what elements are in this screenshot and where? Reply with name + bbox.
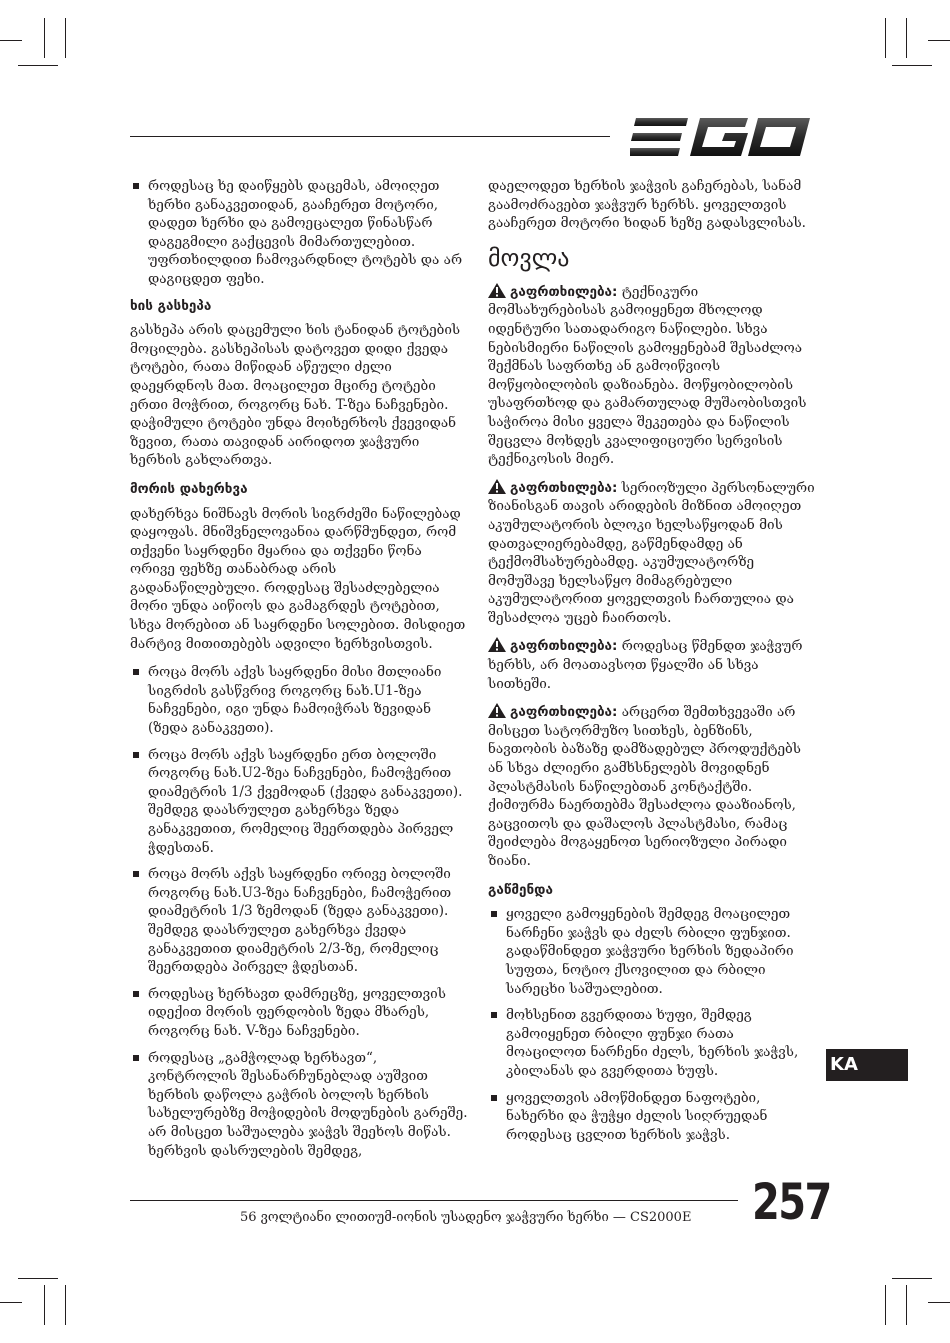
warning-text: არცერთ შემთხვევაში არ მისცეთ სატორმუზო სითხეს, ბენზინს, ნავთობის ბაზაზე დამზადებულ პროდუქტებს ან სხვა ძლიერი გამხსნელებს მოვიდნენ პლასტმასის ნაწილებთან კონტაქტში. ქიმიურმა ნაერთებმა შესაძლოა დააზიანოს, გაცვითოს და დაშალოს პლასტმასი, რამაც შეიძლება მოგაყენოთ სერიოზული პირადი ზიანი.	[488, 704, 801, 869]
warning-icon	[488, 703, 506, 718]
left-column	[130, 177, 470, 1168]
warning-icon	[488, 479, 506, 494]
section-heading-cleaning: გაწმენდა	[488, 881, 553, 898]
language-tab: KA	[826, 1049, 908, 1081]
intro-bullet-list	[130, 177, 470, 289]
warning-label: გაფრთხილება:	[510, 638, 618, 655]
crop-mark	[65, 18, 66, 58]
paragraph-continuation: დაელოდეთ ხერხის ჯაჭვის გაჩერებას, სანამ გაამოძრავებთ ჯაჭვურ ხერხს. ყოველთვის გააჩერეთ მოტორი ხიდან ხეზე გადასვლისას.	[488, 178, 806, 232]
list-item: ყოველთვის ამოწმინდეთ ნაფოტები, ნახერხი და ჭუჭყი ძელის სიღრუედან როდესაც ცვლით ხერხის ჯაჭვს.	[488, 1089, 818, 1145]
crop-mark	[44, 1285, 45, 1325]
crop-mark	[892, 65, 932, 66]
section-title-maintenance: მოვლა	[488, 243, 570, 272]
footer-rule	[130, 1200, 738, 1201]
list-item: როცა მორს აქვს საყრდენი ერთ ბოლოში როგორც ნახ.U2-ზეა ნაჩვენები, ჩამოჭერით დიამეტრის 1/3 ქვემოდან (ქვედა განაკვეთი). შემდეგ დაასრულეთ გახერხვა ზედა განაკვეთით, რომელიც შეერთდება პირველ ჭდესთან.	[130, 746, 470, 858]
warning-label: გაფრთხილება:	[510, 479, 618, 496]
warning-label: გაფრთხილება:	[510, 283, 618, 300]
bucking-bullet-list	[130, 663, 470, 1160]
ego-logo	[630, 116, 812, 158]
warning-block	[488, 479, 818, 628]
crop-mark	[18, 1278, 58, 1279]
list-item: როცა მორს აქვს საყრდენი ორივე ბოლოში როგორც ნახ.U3-ზეა ნაჩვენები, ჩამოჭერით დიამეტრის 1/3 ზემოდან (ზედა განაკვეთი). შემდეგ დაასრულეთ გახერხვა ქვედა განაკვეთით დიამეტრის 2/3-ზე, რომელიც შეერთდება პირველ ჭდესთან.	[130, 865, 470, 977]
warning-block	[488, 637, 818, 693]
warning-text: როდესაც წმენდთ ჯაჭვურ ხერხს, არ მოათავსოთ წყალში ან სხვა სითხეში.	[488, 638, 803, 692]
crop-mark	[906, 1285, 907, 1325]
warning-text: ტექნიკური მომსახურებისას გამოიყენეთ მხოლოდ იდენტური სათადარიგო ნაწილები. სხვა ნებისმიერი ნაწილის გამოყენებამ შესაძლოა შექმნას საფრთხე ან გამოიწვიოს მოწყობილობის დაზიანება. მოწყობილობის უსაფრთხოდ და გამართულად მუშაობისთვის საჭიროა მისი ყველა შეკეთება და ნაწილის შეცვლა მოხდეს კვალიფიციური სერვისის ტექნიკოსის მიერ.	[488, 283, 807, 468]
list-item: როდესაც „გამჭოლად ხერხავთ“, კონტროლის შესანარჩუნებლად აუშვით ხერხის დაწოლა გაჭრის ბოლოს ხერხის სახელურებზე მოჭიდების მოდუნების გარეშე. არ მისცეთ საშუალება ჯაჭვს შეეხოს მიწას. ხერხვის დასრულების შემდეგ,	[130, 1049, 470, 1161]
list-item: როდესაც ხე დაიწყებს დაცემას, ამოიღეთ ხერხი განაკვეთიდან, გააჩერეთ მოტორი, დადეთ ხერხი და გამოეცალეთ წინასწარ დაგეგმილი გაქცევის მიმართულებით. უფრთხილდით ჩამოვარდნილ ტოტებს და არ დაგიცდეთ ფეხი.	[130, 177, 470, 289]
crop-mark	[928, 1302, 950, 1303]
crop-mark	[44, 18, 45, 58]
warning-block	[488, 283, 818, 469]
crop-mark	[906, 18, 907, 58]
section-heading-bucking: მორის დახერხვა	[130, 480, 248, 497]
list-item: როდესაც ხერხავთ დამრეცზე, ყოველთვის იდექით მორის ფერდობის ზედა მხარეს, როგორც ნახ. V-ზეა ნაჩვენები.	[130, 985, 470, 1041]
crop-mark	[0, 40, 22, 41]
paragraph-bucking: დახერხვა ნიშნავს მორის სიგრძეში ნაწილებად დაყოფას. მნიშვნელოვანია დარწმუნდეთ, რომ თქვენი საყრდენი მყარია და თქვენი წონა ორივე ფეხზე თანაბრად არის გადანაწილებული. როდესაც შესაძლებელია მორი უნდა აიწიოს და გამაგრდეს ტოტებით, სხვა მორებით ან საყრდენი სოლებით. მისდიეთ მარტივ მითითებებს ადვილი ხერხვისთვის.	[130, 505, 466, 652]
warning-block	[488, 703, 818, 870]
header-rule	[130, 136, 610, 137]
warning-text: სერიოზული პერსონალური ზიანისგან თავის არიდების მიზნით ამოიღეთ აკუმულატორის ბლოკი ხელსაწყოდან მის დათვალიერებამდე, გაწმენდამდე ან ტექმომსახურებამდე. აკუმულატორზე მომუშავე ხელსაწყო მიმაგრებული აკუმულატორით ყოველთვის ჩართულია და შესაძლოა უცებ ჩაირთოს.	[488, 479, 815, 626]
list-item: მოხსენით გვერდითა ხუფი, შემდეგ გამოიყენეთ რბილი ფუნჯი რათა მოაცილოთ ნარჩენი ძელს, ხერხის ჯაჭვს, კბილანას და გვერდითა ხუფს.	[488, 1006, 818, 1080]
list-item: ყოველი გამოყენების შემდეგ მოაცილეთ ნარჩენი ჯაჭვს და ძელს რბილი ფუნჯით. გადაწმინდეთ ჯაჭვური ხერხის ზედაპირი სუფთა, ნოტიო ქსოვილით და რბილი სარეცხი საშუალებით.	[488, 905, 818, 998]
crop-mark	[928, 40, 950, 41]
crop-mark	[885, 1285, 886, 1325]
cleaning-bullet-list	[488, 905, 818, 1144]
warning-icon	[488, 283, 506, 298]
page-number: 257	[752, 1173, 831, 1231]
crop-mark	[0, 1302, 22, 1303]
footer-text: 56 ვოლტიანი ლითიუმ-იონის უსადენო ჯაჭვური ხერხი — CS2000E	[240, 1210, 692, 1225]
warning-label: გაფრთხილება:	[510, 704, 618, 721]
crop-mark	[892, 1278, 932, 1279]
paragraph-limbing: გასხეპა არის დაცემული ხის ტანიდან ტოტების მოცილება. გასხეპისას დატოვეთ დიდი ქვედა ტოტები, რათა მიწიდან აწეული ძელი დაეყრდნოს მათ. მოაცილეთ მცირე ტოტები ერთი მოჭრით, როგორც ნახ. T-ზეა ნაჩვენები. დაჭიმული ტოტები უნდა მოიხერხოს ქვევიდან ზევით, რათა თავიდან აირიდოთ ჯაჭვური ხერხის გახლართვა.	[130, 322, 461, 469]
warning-icon	[488, 637, 506, 652]
crop-mark	[65, 1285, 66, 1325]
right-column	[488, 177, 818, 1152]
crop-mark	[18, 65, 58, 66]
crop-mark	[885, 18, 886, 58]
list-item: როცა მორს აქვს საყრდენი მისი მთლიანი სიგრძის გასწვრივ როგორც ნახ.U1-ზეა ნაჩვენები, იგი უნდა ჩამოიჭრას ზევიდან (ზედა განაკვეთი).	[130, 663, 470, 737]
section-heading-limbing: ხის გასხეპა	[130, 297, 212, 314]
